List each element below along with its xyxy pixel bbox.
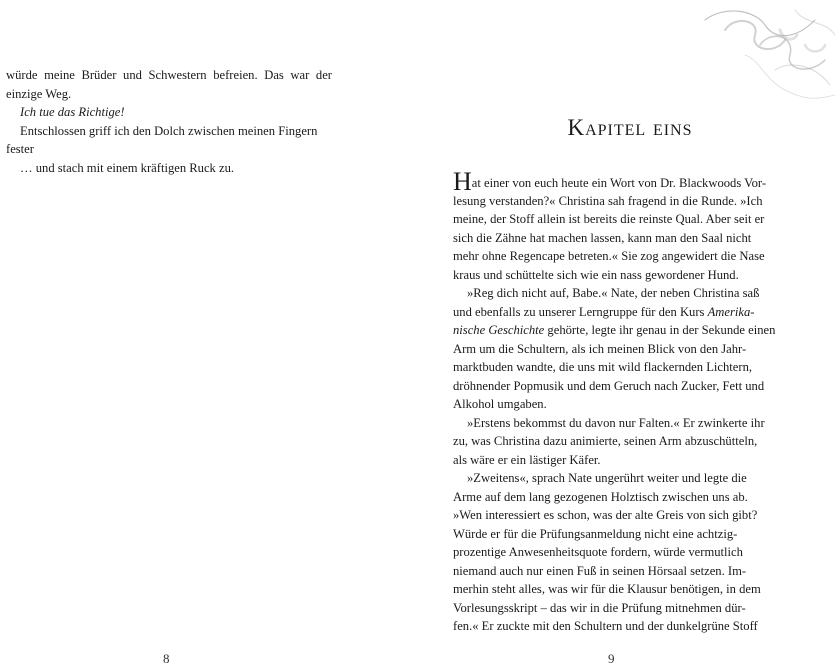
text-line: Arme auf dem lang gezogenen Holztisch zwischen uns ab. <box>453 489 748 504</box>
smoke-swirl-ornament-icon <box>665 0 840 115</box>
text-line: Entschlossen griff ich den Dolch zwischen meinen Fingern <box>20 123 318 138</box>
italic-thought: Ich tue das Richtige! <box>20 105 125 119</box>
text-line: als wäre er ein lästiger Käfer. <box>453 452 601 467</box>
text-line: fen.« Er zuckte mit den Schultern und der dunkelgrüne Stoff <box>453 619 758 633</box>
text-line: Arm um die Schultern, als ich meinen Blick von den Jahr- <box>453 341 747 356</box>
text-line: … und stach mit einem kräftigen Ruck zu. <box>20 160 235 175</box>
text-line: würde meine Brüder und Schwestern befreien. Das war der <box>6 68 332 82</box>
page-number: 9 <box>608 651 615 666</box>
text-line: Hat einer von euch heute ein Wort von Dr. Blackwoods Vor- <box>453 167 767 196</box>
text-line: Alkohol umgaben. <box>453 397 547 411</box>
text-line: »Erstens bekommst du davon nur Falten.« Er zwinkerte ihr <box>467 415 765 430</box>
text-line: nische Geschichte gehörte, legte ihr genau in der Sekunde einen <box>453 323 776 337</box>
text-line: fester <box>6 142 34 156</box>
text-line: meine, der Stoff allein ist bereits die reinste Qual. Aber seit er <box>453 212 765 226</box>
text-line: sich die Zähne hat machen lassen, kann man den Saal nicht <box>453 230 752 245</box>
text-line: marktbuden wandte, die uns mit wild flackernden Lichtern, <box>453 360 753 374</box>
chapter-title: Kapitel eins <box>567 115 693 140</box>
text-line: einzige Weg. <box>6 86 72 101</box>
right-page <box>420 0 840 672</box>
text-line: »Wen interessiert es schon, was der alte Greis von sich gibt? <box>453 508 758 522</box>
text-line: dröhnender Popmusik und dem Geruch nach Zucker, Fett und <box>453 378 765 393</box>
text-line: zu, was Christina dazu animierte, seinen Arm abzuschütteln, <box>453 434 758 448</box>
text-line: »Reg dich nicht auf, Babe.« Nate, der neben Christina saß <box>467 286 760 300</box>
text-line: merhin steht alles, was wir für die Klausur benötigen, in dem <box>453 582 761 596</box>
text-line: »Zweitens«, sprach Nate ungerührt weiter und legte die <box>467 471 747 485</box>
page-number: 8 <box>163 651 170 666</box>
text-line: kraus und schüttelte sich wie ein nass gewordener Hund. <box>453 267 739 282</box>
text-line: prozentige Anwesenheitsquote fordern, würde vermutlich <box>453 545 743 559</box>
drop-cap: H <box>453 167 472 196</box>
text-line: lesung verstanden?« Christina sah fragend in die Runde. »Ich <box>453 193 763 208</box>
text-line: und ebenfalls zu unserer Lerngruppe für den Kurs Amerika- <box>453 304 755 319</box>
text-line: Würde er für die Prüfungsanmeldung nicht eine achtzig- <box>453 526 738 541</box>
text-line: niemand auch nur einen Fuß in seinen Hörsaal setzen. Im- <box>453 563 747 578</box>
text-line: Vorlesungsskript – das wir in die Prüfung mitnehmen dür- <box>453 600 746 615</box>
text-line: mehr ohne Regencape betreten.« Sie zog angewidert die Nase <box>453 249 765 263</box>
